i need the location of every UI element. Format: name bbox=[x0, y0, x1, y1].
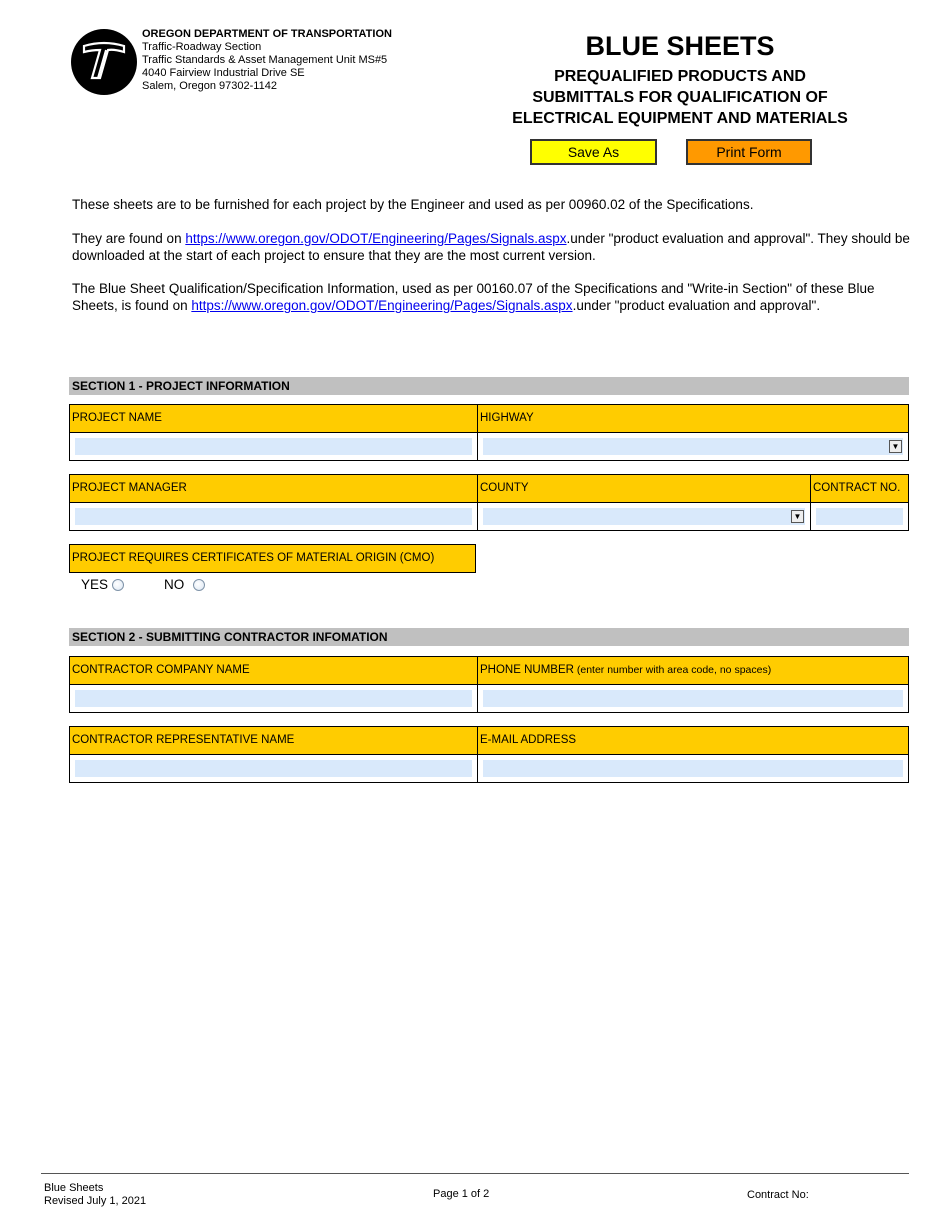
subtitle-line: PREQUALIFIED PRODUCTS AND bbox=[554, 68, 806, 85]
project-name-input[interactable] bbox=[75, 438, 472, 455]
signals-page-link[interactable]: https://www.oregon.gov/ODOT/Engineering/Pages/Signals.aspx bbox=[191, 298, 573, 313]
project-name-label: PROJECT NAME bbox=[69, 404, 478, 433]
cmo-no-radio[interactable] bbox=[193, 579, 205, 591]
county-label: COUNTY bbox=[477, 474, 811, 503]
county-select[interactable] bbox=[483, 508, 805, 525]
subtitle-line: SUBMITTALS FOR QUALIFICATION OF bbox=[532, 89, 828, 106]
email-cell bbox=[477, 754, 909, 783]
contract-no-label: CONTRACT NO. bbox=[810, 474, 909, 503]
signals-page-link[interactable]: https://www.oregon.gov/ODOT/Engineering/Pages/Signals.aspx bbox=[185, 231, 567, 246]
address-line: 4040 Fairview Industrial Drive SE bbox=[142, 67, 305, 79]
form-title: BLUE SHEETS bbox=[585, 31, 775, 61]
email-label: E-MAIL ADDRESS bbox=[477, 726, 909, 755]
footer-doc-name: Blue Sheets bbox=[44, 1182, 104, 1194]
rep-name-cell bbox=[69, 754, 478, 783]
form-title-block bbox=[490, 30, 870, 129]
contract-no-cell bbox=[810, 502, 909, 531]
intro-paragraph-1: These sheets are to be furnished for each project by the Engineer and used as per 00960.02 of the Specifications. bbox=[72, 197, 754, 212]
print-form-button[interactable]: Print Form bbox=[686, 139, 812, 165]
save-as-button[interactable]: Save As bbox=[530, 139, 657, 165]
phone-hint: (enter number with area code, no spaces) bbox=[573, 664, 772, 676]
project-name-cell bbox=[69, 432, 478, 461]
footer-revised: Revised July 1, 2021 bbox=[44, 1195, 147, 1207]
intro-paragraph-3 bbox=[72, 280, 912, 314]
section-2-header: SECTION 2 - SUBMITTING CONTRACTOR INFOMATION bbox=[69, 628, 909, 646]
text: They are found on bbox=[72, 231, 186, 246]
phone-number-cell bbox=[477, 684, 909, 713]
intro-paragraph-2 bbox=[72, 230, 912, 264]
footer-doc-info bbox=[44, 1182, 146, 1208]
subtitle-line: ELECTRICAL EQUIPMENT AND MATERIALS bbox=[512, 110, 848, 127]
rep-name-input[interactable] bbox=[75, 760, 472, 777]
form-subtitle bbox=[490, 66, 870, 129]
chevron-down-icon[interactable]: ▼ bbox=[889, 440, 902, 453]
cmo-label: PROJECT REQUIRES CERTIFICATES OF MATERIAL ORIGIN (CMO) bbox=[69, 544, 476, 573]
highway-cell bbox=[477, 432, 909, 461]
company-name-input[interactable] bbox=[75, 690, 472, 707]
agency-address-block bbox=[142, 28, 392, 93]
odot-logo bbox=[70, 28, 138, 96]
company-name-label: CONTRACTOR COMPANY NAME bbox=[69, 656, 478, 685]
chevron-down-icon[interactable]: ▼ bbox=[791, 510, 804, 523]
rep-name-label: CONTRACTOR REPRESENTATIVE NAME bbox=[69, 726, 478, 755]
project-manager-input[interactable] bbox=[75, 508, 472, 525]
county-cell bbox=[477, 502, 811, 531]
phone-number-label bbox=[477, 656, 909, 685]
section-1-header: SECTION 1 - PROJECT INFORMATION bbox=[69, 377, 909, 395]
project-manager-cell bbox=[69, 502, 478, 531]
phone-label-text: PHONE NUMBER bbox=[480, 664, 574, 676]
yes-label: YES bbox=[81, 577, 109, 592]
highway-select[interactable] bbox=[483, 438, 903, 455]
address-line: Traffic-Roadway Section bbox=[142, 41, 262, 53]
phone-number-input[interactable] bbox=[483, 690, 903, 707]
agency-name: OREGON DEPARTMENT OF TRANSPORTATION bbox=[142, 28, 392, 40]
page-number: Page 1 of 2 bbox=[433, 1188, 490, 1200]
text: .under "product evaluation and approval". They should be downloaded at the start of each project to ensure that they are the most current version. bbox=[72, 231, 910, 263]
contract-no-input[interactable] bbox=[816, 508, 903, 525]
text: The Blue Sheet Qualification/Specification Information, used as per 00160.07 of the Specifications and "Write-in Section" of these Blue Sheets, is found on bbox=[72, 281, 875, 313]
address-line: Traffic Standards & Asset Management Unit MS#5 bbox=[142, 54, 388, 66]
footer-contract-label: Contract No: bbox=[747, 1189, 809, 1201]
footer-divider bbox=[41, 1173, 909, 1174]
company-name-cell bbox=[69, 684, 478, 713]
cmo-yes-radio[interactable] bbox=[112, 579, 124, 591]
highway-label: HIGHWAY bbox=[477, 404, 909, 433]
no-label: NO bbox=[164, 577, 185, 592]
project-manager-label: PROJECT MANAGER bbox=[69, 474, 478, 503]
address-line: Salem, Oregon 97302-1142 bbox=[142, 80, 277, 92]
text: .under "product evaluation and approval". bbox=[572, 298, 821, 313]
email-input[interactable] bbox=[483, 760, 903, 777]
